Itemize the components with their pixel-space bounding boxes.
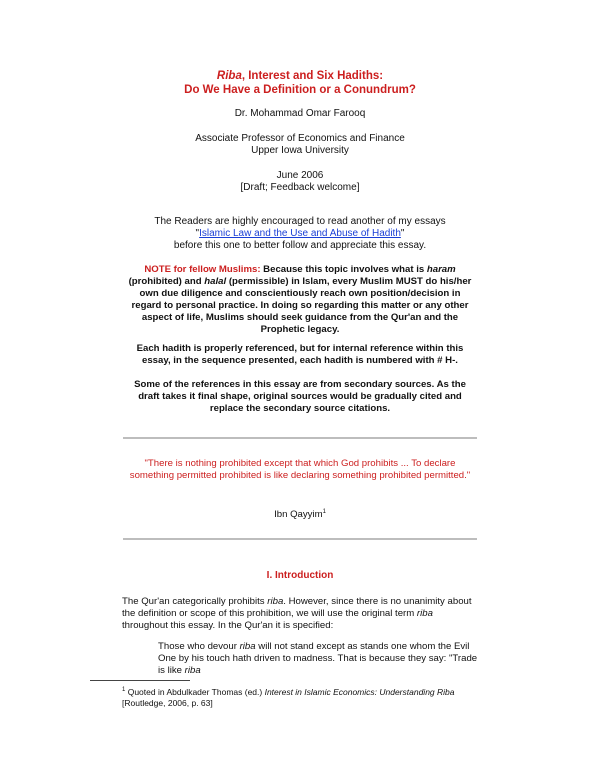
note-haram: haram (426, 264, 456, 275)
footnote-book: Interest in Islamic Economics: Understanding Riba (264, 686, 455, 697)
paper-title (60, 69, 540, 97)
title-line2: Do We Have a Definition or a Conundrum? (184, 84, 416, 96)
title-riba: Riba (216, 70, 242, 82)
intro-text: throughout this essay. In the Qur'an it is specified: (122, 620, 334, 631)
epigraph-author-name: Ibn Qayyim (274, 509, 323, 521)
note-text: Because this topic involves what is (260, 264, 427, 275)
readers-line1: The Readers are highly encouraged to read another of my essays (154, 216, 446, 227)
block-riba: riba (184, 665, 201, 676)
section-heading: I. Introduction (266, 570, 334, 581)
quran-block-quote (158, 641, 478, 677)
intro-text: The Qur'an categorically prohibits (122, 596, 268, 607)
footnote-divider (90, 680, 190, 681)
epigraph-author (125, 509, 475, 520)
epigraph-quote: "There is nothing prohibited except that which God prohibits ... To declare something permitted prohibited is like declaring something prohibited permitted." (129, 458, 471, 481)
readers-note: The Readers are highly encouraged to read another of my essays "Islamic Law and the Use and Abuse of Hadith" before this one to better follow and appreciate this essay. (60, 216, 540, 252)
footnote-number: 1 (122, 687, 126, 693)
intro-riba: riba (416, 608, 433, 619)
divider-top (123, 437, 477, 439)
essay-link[interactable]: Islamic Law and the Use and Abuse of Hadith (199, 228, 401, 239)
draft-note: [Draft; Feedback welcome] (240, 182, 360, 193)
author-position: Associate Professor of Economics and Finance (195, 133, 405, 144)
intro-riba: riba (267, 596, 284, 607)
secondary-sources-note: Some of the references in this essay are from secondary sources. As the draft takes it final shape, original sources would be gradually cited and replace the secondary source citations. (134, 379, 466, 414)
block-riba: riba (239, 641, 256, 652)
intro-text: . However, since there is no unanimity about the definition or scope of this prohibition, we will use the original term (122, 596, 472, 619)
footnote-text: Quoted in Abdulkader Thomas (ed.) (125, 686, 265, 697)
author-university: Upper Iowa University (251, 145, 349, 156)
block-text: Those who devour (158, 641, 240, 652)
note-text: (permissible) in Islam, every Muslim MUST do his/her own due diligence and conscientiously reach own position/decision in regard to personal practice. In doing so regarding this matter or any other aspect of life, Muslims should seek guidance from the Qur'an and the Prophetic legacy. (131, 276, 472, 335)
footnote-mark: 1 (322, 509, 326, 515)
divider-bottom (123, 538, 477, 540)
author-name: Dr. Mohammad Omar Farooq (234, 108, 366, 119)
note-label: NOTE for fellow Muslims: (144, 264, 261, 275)
paper-date: June 2006 (276, 170, 324, 181)
note-halal: halal (204, 276, 227, 287)
muslim-note (125, 264, 475, 336)
block-text: will not stand except as stands one whom the Evil One by his touch hath driven to madness. That is because they say: "Trade is like (158, 641, 478, 676)
intro-paragraph (122, 596, 478, 632)
hadith-reference-note: Each hadith is properly referenced, but for internal reference within this essay, in the sequence presented, each hadith is numbered with # H-. (136, 343, 464, 366)
footnote (122, 685, 482, 709)
title-line1: , Interest and Six Hadiths: (241, 70, 384, 82)
note-text: (prohibited) and (128, 276, 205, 287)
footnote-text: [Routledge, 2006, p. 63] (122, 697, 213, 708)
readers-line3: before this one to better follow and appreciate this essay. (173, 240, 427, 251)
